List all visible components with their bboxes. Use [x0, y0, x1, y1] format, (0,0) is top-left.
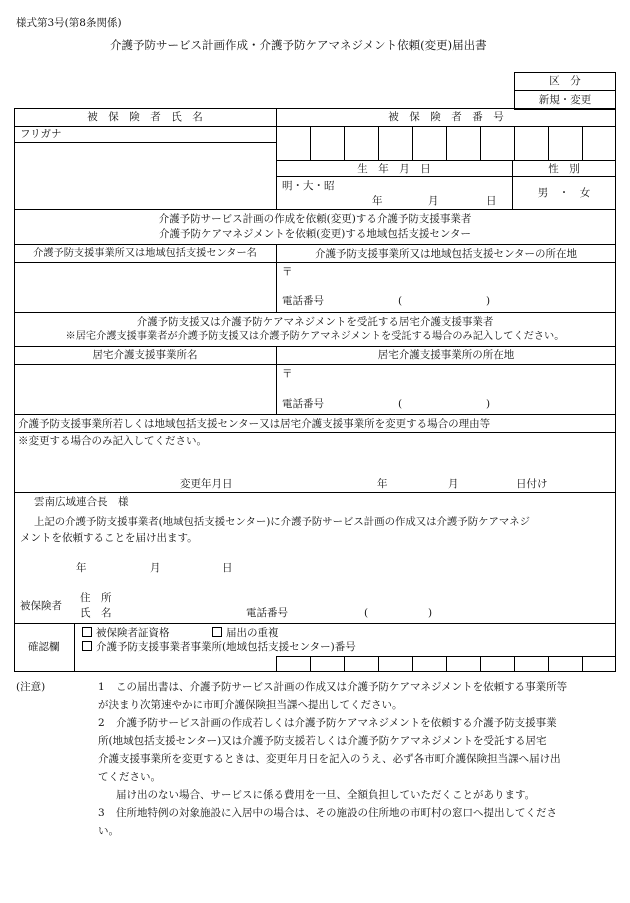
birth-era: 明・大・昭 [282, 180, 335, 192]
insured-name-header: 被 保 険 者 氏 名 [87, 111, 203, 123]
declaration-line1: 上記の介護予防支援事業者(地域包括支援センター)に介護予防サービス計画の作成又は介護予防ケアマネジ [34, 516, 531, 528]
confirm-item-3[interactable] [82, 641, 356, 653]
confirm-item-2[interactable] [212, 627, 279, 639]
note-2-number: 2 [98, 717, 105, 729]
category-value: 新規・変更 [538, 94, 592, 106]
confirm-item-3-label: 介護予防支援事業者事業所(地域包括支援センター)番号 [96, 641, 356, 653]
section1-col-address: 介護予防支援事業所又は地域包括支援センターの所在地 [314, 248, 578, 260]
section2-paren-open: ( [398, 398, 403, 410]
birth-month-label: 月 [428, 195, 439, 207]
note-2-line-d: てください。 [98, 771, 161, 783]
section1-line1: 介護予防サービス計画の作成を依頼(変更)する介護予防支援事業者 [158, 213, 472, 225]
section2-line1: 介護予防支援又は介護予防ケアマネジメントを受託する居宅介護支援事業者 [136, 316, 494, 328]
declaration-paren-open: ( [364, 607, 369, 619]
change-year-label: 年 [377, 478, 388, 490]
confirm-label: 確認欄 [28, 641, 60, 653]
section1-col-name: 介護予防支援事業所又は地域包括支援センター名 [33, 248, 257, 259]
confirm-item-1-label: 被保険者証資格 [96, 627, 170, 639]
birth-day-label: 日 [486, 195, 497, 207]
section2-col-name: 居宅介護支援事業所名 [92, 349, 198, 361]
address-label: 住 所 [80, 592, 112, 604]
form-id: 様式第3号(第8条関係) [16, 17, 122, 29]
note-3-line-a: 住所地特例の対象施設に入居中の場合は、その施設の住所地の市町村の窓口へ提出してくださ [116, 807, 557, 819]
note-1-line-b: が決まり次第速やかに市町介護保険担当課へ提出してください。 [98, 699, 403, 711]
section2-line2: ※居宅介護支援事業者が介護予防支援又は介護予防ケアマネジメントを受託する場合のみ記入してください。 [65, 331, 565, 342]
section1-paren-close: ) [486, 295, 491, 307]
category-header: 区 分 [549, 75, 581, 87]
note-1-number: 1 [98, 681, 105, 693]
addressee: 雲南広域連合長 様 [34, 496, 129, 508]
change-date-label: 変更年月日 [180, 478, 233, 490]
change-month-label: 月 [448, 478, 459, 490]
furigana-label: フリガナ [20, 128, 62, 140]
checkbox-icon[interactable] [82, 627, 92, 637]
section2-postal: 〒 [282, 368, 293, 380]
checkbox-icon[interactable] [212, 627, 222, 637]
declaration-line2: メントを依頼することを届け出ます。 [20, 532, 198, 544]
note-3-number: 3 [98, 807, 105, 819]
note-2-line-b: 所(地域包括支援センター)又は介護予防支援若しくは介護予防ケアマネジメントを受託する居宅 [98, 735, 547, 747]
insured-label: 被保険者 [20, 600, 62, 612]
section2-col-address: 居宅介護支援事業所の所在地 [377, 349, 515, 361]
note-1-line-a: この届出書は、介護予防サービス計画の作成又は介護予防ケアマネジメントを依頼する事業所等 [116, 681, 568, 693]
declaration-day-label: 日 [222, 562, 233, 574]
section1-line2: 介護予防ケアマネジメントを依頼(変更)する地域包括支援センター [159, 228, 471, 240]
section2-phone-label: 電話番号 [282, 398, 324, 410]
declaration-year-label: 年 [76, 562, 87, 574]
section1-postal: 〒 [282, 266, 293, 278]
section1-phone-label: 電話番号 [282, 295, 324, 307]
note-2-line-c: 介護支援事業所を変更するときは、変更年月日を記入のうえ、必ず各市町介護保険担当課へ届け出 [98, 753, 561, 765]
change-reason-note: ※変更する場合のみ記入してください。 [18, 435, 207, 447]
birth-header: 生 年 月 日 [357, 163, 431, 175]
confirm-item-1[interactable] [82, 627, 170, 639]
sex-header: 性 別 [548, 163, 580, 175]
change-reason-header: 介護予防支援事業所若しくは地域包括支援センター又は居宅介護支援事業所を変更する場合の理由等 [18, 418, 491, 430]
checkbox-icon[interactable] [82, 641, 92, 651]
form-title: 介護予防サービス計画作成・介護予防ケアマネジメント依頼(変更)届出書 [110, 38, 487, 52]
declaration-month-label: 月 [150, 562, 161, 574]
birth-year-label: 年 [372, 195, 383, 207]
confirm-item-2-label: 届出の重複 [226, 627, 279, 639]
insured-number-header: 被 保 険 者 番 号 [388, 111, 504, 123]
declaration-paren-close: ) [428, 607, 433, 619]
declaration-phone-label: 電話番号 [246, 607, 288, 619]
sex-options[interactable]: 男 ・ 女 [537, 187, 591, 199]
note-3-line-b: い。 [98, 825, 119, 837]
section1-paren-open: ( [398, 295, 403, 307]
change-effective-label: 日付け [516, 478, 548, 490]
note-2-line-e: 届け出のない場合、サービスに係る費用を一旦、全額負担していただくことがあります。 [116, 789, 536, 801]
notes-label: (注意) [16, 681, 46, 693]
note-2-line-a: 介護予防サービス計画の作成若しくは介護予防ケアマネジメントを依頼する介護予防支援事業 [116, 717, 557, 729]
section2-paren-close: ) [486, 398, 491, 410]
name-label: 氏 名 [80, 607, 112, 619]
